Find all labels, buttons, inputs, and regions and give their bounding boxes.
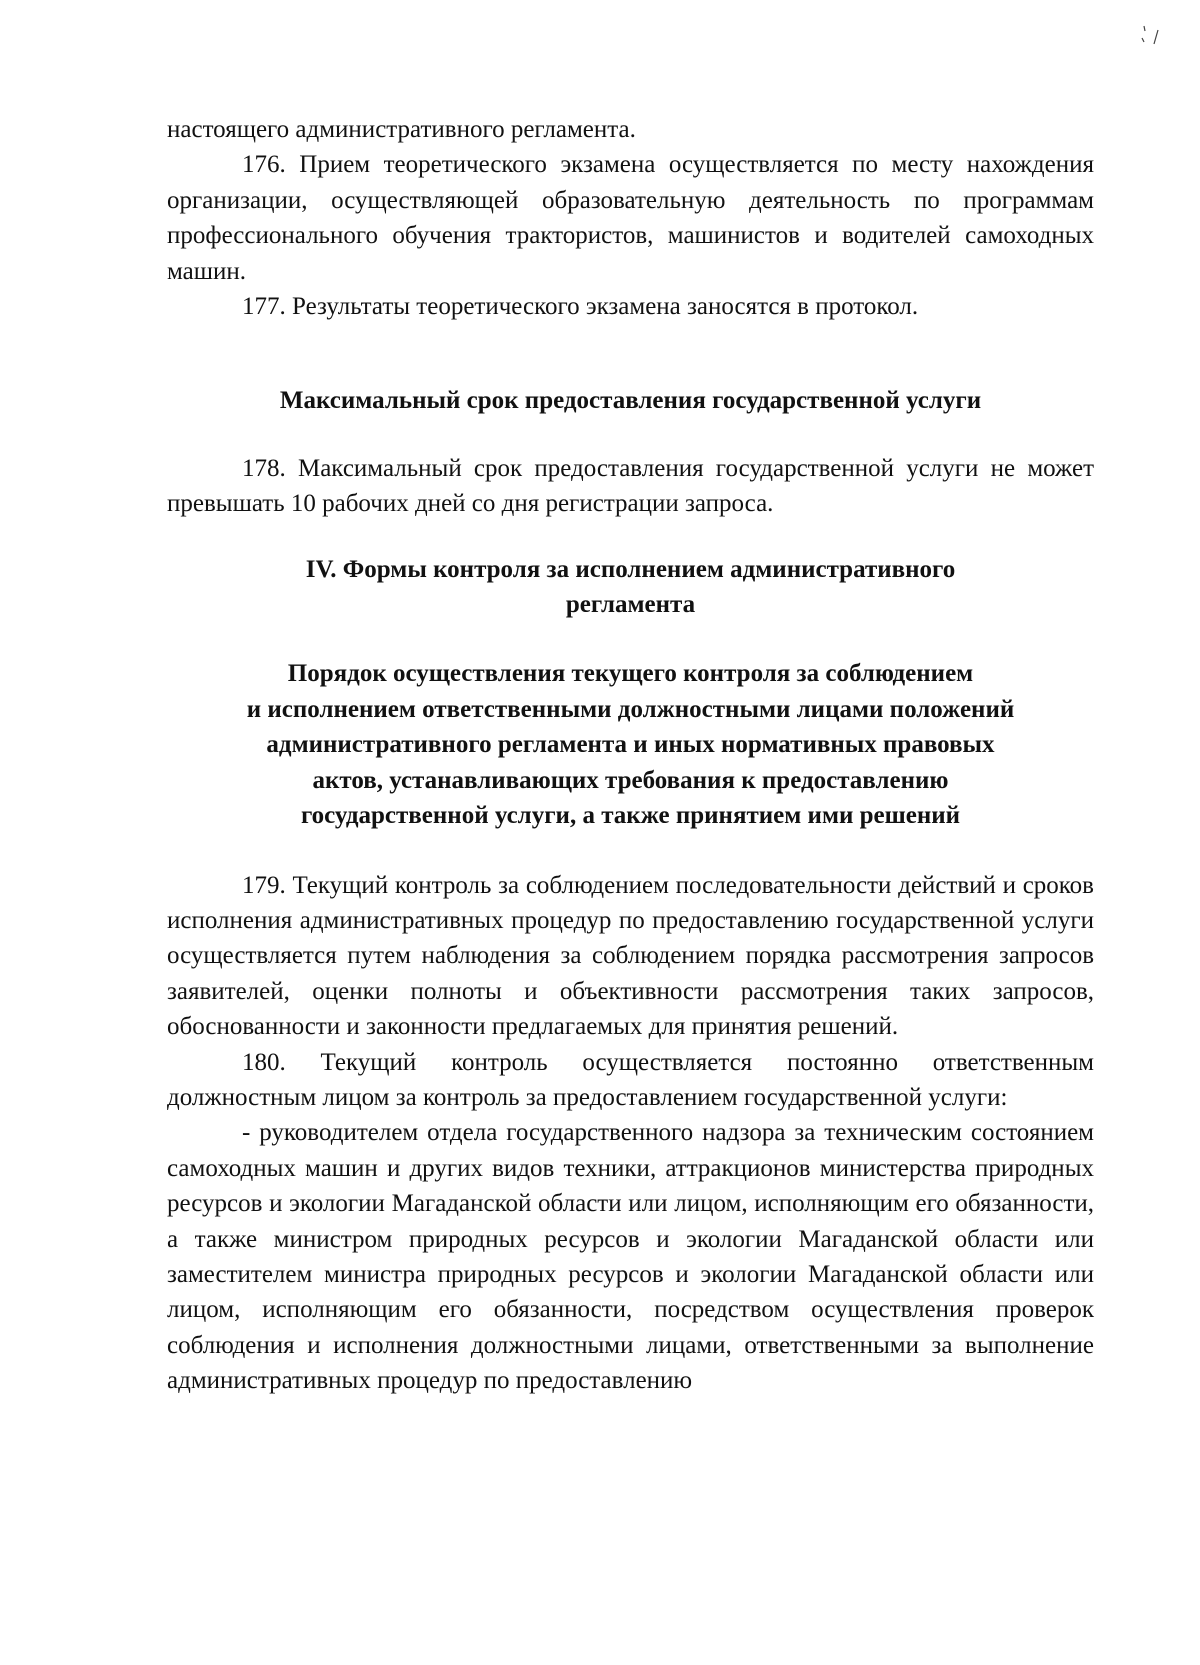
document-body xyxy=(167,112,1094,1399)
spacer xyxy=(167,522,1094,552)
heading-section-iv xyxy=(167,552,1094,623)
pen-mark-icon xyxy=(1138,22,1164,48)
paragraph-178: 178. Максимальный срок предоставления государственной услуги не может превышать 10 рабочих дней со дня регистрации запроса. xyxy=(167,454,1094,518)
heading-current-control-line-3: административного регламента и иных нормативных правовых xyxy=(266,731,995,759)
heading-current-control-line-1: Порядок осуществления текущего контроля за соблюдением xyxy=(287,660,974,688)
heading-max-term: Максимальный срок предоставления государственной услуги xyxy=(279,387,982,415)
paragraph-177: 177. Результаты теоретического экзамена заносятся в протокол. xyxy=(242,293,919,321)
heading-current-control-line-2: и исполнением ответственными должностными лицами положений xyxy=(246,695,1015,723)
spacer xyxy=(167,622,1094,656)
spacer xyxy=(167,324,1094,383)
spacer xyxy=(167,834,1094,868)
paragraph-179: 179. Текущий контроль за соблюдением последовательности действий и сроков исполнения административных процедур по предоставлению государственной услуги осуществляется путем наблюдения за соблюдением порядка рассмотрения запросов заявителей, оценки полноты и объективности рассмотрения таких запросов, обоснованности и законности предлагаемых для принятия решений. xyxy=(167,871,1094,1041)
heading-section-iv-line-1: IV. Формы контроля за исполнением административного xyxy=(305,555,956,583)
spacer xyxy=(167,419,1094,451)
heading-section-iv-line-2: регламента xyxy=(565,591,696,619)
heading-current-control xyxy=(167,656,1094,833)
paragraph-180: 180. Текущий контроль осуществляется постоянно ответственным должностным лицом за контроль за предоставлением государственной услуги: xyxy=(167,1048,1094,1111)
paragraph-continuation: настоящего административного регламента. xyxy=(167,116,636,143)
heading-current-control-line-5: государственной услуги, а также принятием ими решений xyxy=(300,802,961,830)
heading-current-control-line-4: актов, устанавливающих требования к предоставлению xyxy=(312,766,949,794)
paragraph-176: 176. Прием теоретического экзамена осуществляется по месту нахождения организации, осуществляющей образовательную деятельность по программам профессионального обучения трактористов, машинистов и водителей самоходных машин. xyxy=(167,151,1094,285)
paragraph-180-list-item: - руководителем отдела государственного надзора за техническим состоянием самоходных машин и других видов техники, аттракционов министерства природных ресурсов и экологии Магаданской области или лицом, исполняющим его обязанности, а также министром природных ресурсов и экологии Магаданской области или заместителем министра природных ресурсов и экологии Магаданской области или лицом, исполняющим его обязанности, посредством осуществления проверок соблюдения и исполнения должностными лицами, ответственными за выполнение административных процедур по предоставлению xyxy=(167,1119,1094,1395)
